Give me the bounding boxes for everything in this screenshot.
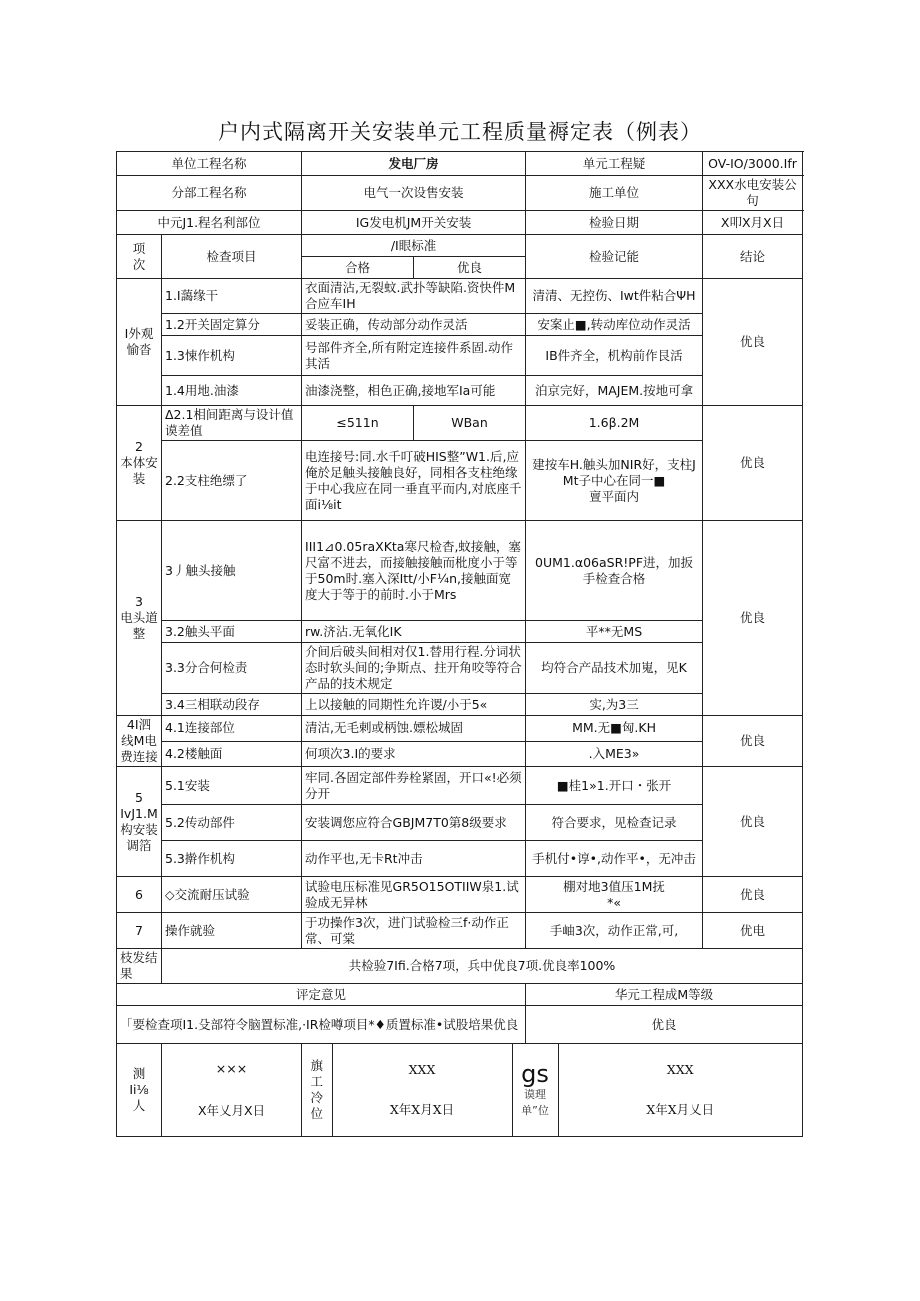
unit-eng-value-text: OV-IO/3000.Ifr bbox=[708, 155, 797, 171]
item-group-no-text: 5 IvJ1.M 构安装 调箔 bbox=[120, 789, 158, 853]
location-value bbox=[302, 211, 526, 235]
conclusion-value-text: 优电 bbox=[740, 922, 766, 938]
grade-label-text: 华元工程成M等级 bbox=[614, 986, 714, 1002]
division-label bbox=[117, 176, 302, 211]
standard-text bbox=[302, 716, 526, 742]
conclusion-value-text: 优良 bbox=[740, 610, 766, 625]
inspection-record bbox=[526, 521, 703, 621]
inspection-record bbox=[526, 841, 703, 877]
page-title: 户内式隔离开关安装单元工程质量褥定表（例表） bbox=[218, 120, 702, 144]
inspection-record-text: 清清、无控伤、Iwt件粘合ΨH bbox=[532, 288, 696, 303]
check-item-name bbox=[162, 805, 302, 841]
inspection-label bbox=[117, 949, 162, 984]
table-row bbox=[117, 336, 803, 376]
signature-label-3-text: gs bbox=[521, 1060, 549, 1088]
conclusion-value-text: 优良 bbox=[740, 886, 766, 902]
check-item-name-text: 3.4三相联动段存 bbox=[165, 696, 260, 712]
standard-excellent bbox=[414, 406, 526, 441]
conclusion-value-text: 优良 bbox=[740, 733, 766, 748]
check-item-name bbox=[162, 913, 302, 949]
col-conclusion bbox=[703, 235, 803, 279]
date-value-text: X叩X月X日 bbox=[720, 214, 785, 230]
column-header-row bbox=[117, 235, 803, 257]
unit-project-label-text: 单位工程名称 bbox=[171, 155, 247, 171]
item-group-no-text: 6 bbox=[135, 886, 143, 902]
header-row bbox=[117, 152, 803, 176]
inspection-value-text: 共检验7Ifi.合格7项，兵中优良7项.优良率100% bbox=[348, 958, 616, 973]
check-item-name bbox=[162, 741, 302, 767]
standard-text-text: 衣面清沾,无裂蚊.武扑等缺陷.资快件M合应车IH bbox=[305, 280, 516, 311]
inspection-record-text: 平**无MS bbox=[585, 623, 643, 639]
inspection-record bbox=[526, 621, 703, 643]
conclusion-value bbox=[703, 279, 803, 406]
standard-excellent-text: WBan bbox=[451, 415, 488, 430]
check-item-name-text: 3.2触头平面 bbox=[165, 623, 235, 639]
inspection-record bbox=[526, 336, 703, 376]
signature-date: X年X月X日 bbox=[389, 1102, 455, 1117]
inspection-record bbox=[526, 441, 703, 521]
signature-area bbox=[302, 1044, 803, 1137]
assessment-header-row bbox=[117, 984, 803, 1006]
col-standard bbox=[302, 235, 526, 257]
standard-text-text: 何项次3.I的要求 bbox=[305, 745, 396, 761]
standard-pass bbox=[302, 406, 414, 441]
check-item-name bbox=[162, 336, 302, 376]
standard-text bbox=[302, 521, 526, 621]
check-item-name-text: 2.2支柱绝缥了 bbox=[165, 472, 248, 488]
inspection-record-text: ■桂1»1.开口・张开 bbox=[556, 777, 672, 793]
standard-text bbox=[302, 741, 526, 767]
inspection-record-text: 均符合产品技术加嵬，见K bbox=[541, 660, 687, 675]
conclusion-value-text: 优良 bbox=[740, 813, 766, 829]
check-item-name-text: 1.3悚作机构 bbox=[165, 347, 235, 363]
inspection-record-text: 安案止■,转动库位动作灵活 bbox=[537, 316, 691, 332]
standard-text-text: 电连接号:同.水千叮破HIS整”W1.后,应俺於足触头接触良好，同相各支柱绝缘于中心我应在同一垂直平而内,对底座千面i⅛it bbox=[305, 448, 522, 512]
item-group-no-text: I外观 愉沓 bbox=[124, 326, 154, 357]
standard-text-text: 介间后破头间相对仅1.替用行程.分词状态时软头间的;争斯点、拄开角咬等符合产品的技术规定 bbox=[305, 644, 522, 691]
contractor-label-text: 施工单位 bbox=[589, 185, 640, 200]
inspection-record bbox=[526, 716, 703, 742]
signature-block-2 bbox=[332, 1044, 512, 1136]
check-item-name-text: 3丿触头接触 bbox=[165, 562, 236, 578]
check-item-name bbox=[162, 643, 302, 694]
standard-text bbox=[302, 279, 526, 314]
standard-text-text: 牢同.各固定部件券栓紧固，开口«!必须分开 bbox=[305, 769, 522, 801]
inspection-record-text: IB件齐全，机构前作艮活 bbox=[545, 347, 683, 363]
inspection-record-text: 手岫3次，动作正常,可, bbox=[549, 922, 679, 938]
col-pass bbox=[302, 257, 414, 279]
inspection-record-text: 建按车H.触头加NIR好，支柱JMt子中心在同一■ 亶平面内 bbox=[532, 456, 696, 504]
conclusion-value bbox=[703, 767, 803, 877]
table-row bbox=[117, 741, 803, 767]
inspection-record bbox=[526, 694, 703, 716]
check-item-name bbox=[162, 314, 302, 336]
standard-text-text: rw.济沾.无氧化IK bbox=[305, 623, 402, 639]
standard-text bbox=[302, 841, 526, 877]
standard-text-text: 于功操作3次，进门试验检三f·动作正常、可棠 bbox=[305, 914, 509, 946]
table-row bbox=[117, 441, 803, 521]
inspection-record bbox=[526, 376, 703, 406]
signature-label-3-sub: 谟理 单”位 bbox=[521, 1088, 549, 1117]
inspection-record bbox=[526, 805, 703, 841]
check-item-name bbox=[162, 441, 302, 521]
standard-text bbox=[302, 877, 526, 913]
standard-text bbox=[302, 767, 526, 805]
table-row bbox=[117, 767, 803, 805]
date-value bbox=[703, 211, 803, 235]
table-row bbox=[117, 521, 803, 621]
conclusion-value bbox=[703, 877, 803, 913]
item-group-no bbox=[117, 716, 162, 767]
standard-text-text: 妥装正确，传动部分动作灵活 bbox=[305, 316, 468, 332]
check-item-name-text: 操作就验 bbox=[165, 922, 216, 938]
item-group-no bbox=[117, 913, 162, 949]
col-record bbox=[526, 235, 703, 279]
standard-text-text: 号部件齐全,所有附定连接件系固.动作其活 bbox=[305, 339, 513, 371]
opinion-value bbox=[117, 1006, 526, 1044]
signature-name: XXX bbox=[666, 1062, 694, 1077]
check-item-name bbox=[162, 376, 302, 406]
signature-label-2 bbox=[302, 1044, 332, 1136]
check-item-name bbox=[162, 621, 302, 643]
conclusion-value-text: 优良 bbox=[740, 334, 766, 349]
check-item-name bbox=[162, 279, 302, 314]
standard-text bbox=[302, 621, 526, 643]
check-item-name-text: 4.2楼触面 bbox=[165, 745, 223, 761]
col-conclusion-text: 结论 bbox=[740, 248, 766, 264]
table-row bbox=[117, 694, 803, 716]
inspection-record bbox=[526, 643, 703, 694]
contractor-value bbox=[703, 176, 803, 211]
signature-label-1-text: 测 Ii⅛ 人 bbox=[129, 1066, 149, 1113]
header-row bbox=[117, 176, 803, 211]
check-item-name-text: 1.2开关固定算分 bbox=[165, 316, 260, 332]
inspection-record bbox=[526, 279, 703, 314]
inspection-record-text: .入ME3» bbox=[588, 745, 640, 761]
signature-name: ××× bbox=[215, 1061, 248, 1076]
standard-text-text: III1⊿0.05raXKta寒尺检杳,蚊接触，塞尺富不进去，而接触接触而枇度小于等于50m时.塞入深Itt/小F¼n,接触面宽度大于等于的前时.小于Mrs bbox=[305, 538, 521, 602]
col-check-item bbox=[162, 235, 302, 279]
check-item-name-text: Δ2.1相间距离与设计值谟差值 bbox=[165, 407, 294, 438]
inspection-record bbox=[526, 314, 703, 336]
inspection-label-text: 枝发结果 bbox=[120, 950, 158, 981]
inspection-value bbox=[162, 949, 803, 984]
division-value-text: 电气一次设售安装 bbox=[363, 185, 464, 200]
inspection-record bbox=[526, 913, 703, 949]
signature-label-3 bbox=[512, 1044, 558, 1136]
check-item-name bbox=[162, 694, 302, 716]
inspection-result-row bbox=[117, 949, 803, 984]
signature-date: X年X月乂日 bbox=[646, 1102, 715, 1117]
inspection-record bbox=[526, 877, 703, 913]
standard-text bbox=[302, 805, 526, 841]
check-item-name bbox=[162, 716, 302, 742]
check-item-name-text: 5.2传动部件 bbox=[165, 814, 235, 830]
col-excellent-text: 优良 bbox=[457, 259, 483, 275]
signature-row bbox=[117, 1044, 803, 1137]
table-row bbox=[117, 314, 803, 336]
check-item-name-text: 5.1安装 bbox=[165, 777, 210, 793]
item-group-no-text: 7 bbox=[135, 922, 143, 938]
item-group-no bbox=[117, 877, 162, 913]
location-label bbox=[117, 211, 302, 235]
check-item-name bbox=[162, 877, 302, 913]
table-row bbox=[117, 805, 803, 841]
conclusion-value bbox=[703, 406, 803, 521]
location-value-text: IG发电机JM开关安装 bbox=[355, 214, 472, 230]
check-item-name bbox=[162, 406, 302, 441]
standard-text-text: 上以接触的同期性允许谡/小于5« bbox=[305, 696, 488, 712]
conclusion-value-text: 优良 bbox=[740, 455, 766, 470]
signature-name: XXX bbox=[408, 1062, 436, 1077]
signature-label-1 bbox=[117, 1044, 162, 1137]
table-row bbox=[117, 877, 803, 913]
grade-value bbox=[526, 1006, 803, 1044]
standard-text bbox=[302, 336, 526, 376]
signature-block-3 bbox=[558, 1044, 802, 1136]
inspection-record-text: MM.无■匈.KH bbox=[572, 720, 656, 736]
header-row bbox=[117, 211, 803, 235]
location-label-text: 中元J1.程名利部位 bbox=[157, 214, 261, 230]
standard-text bbox=[302, 694, 526, 716]
item-group-no bbox=[117, 521, 162, 716]
item-group-no-text: 4I泗 线M电 费连接 bbox=[120, 717, 158, 764]
standard-text bbox=[302, 643, 526, 694]
table-row bbox=[117, 279, 803, 314]
check-item-name bbox=[162, 521, 302, 621]
item-group-no bbox=[117, 767, 162, 877]
conclusion-value bbox=[703, 716, 803, 767]
signature-subtable bbox=[302, 1044, 802, 1136]
opinion-label-text: 评定意见 bbox=[296, 986, 347, 1002]
check-item-name-text: 4.1连接部位 bbox=[165, 720, 235, 736]
table-row bbox=[117, 716, 803, 742]
signature-label-2-text: 旗 工 冷 位 bbox=[310, 1058, 324, 1121]
table-row bbox=[117, 913, 803, 949]
standard-text-text: 清沽,无毛剌或柄蚀.嫖松城固 bbox=[305, 720, 463, 736]
inspection-record bbox=[526, 741, 703, 767]
inspection-record-text: 0UM1.α06aSR!PF进，加扳手检查合格 bbox=[535, 554, 694, 586]
item-group-no-text: 3 电头道 整 bbox=[120, 594, 158, 641]
inspection-record bbox=[526, 406, 703, 441]
unit-project-label bbox=[117, 152, 302, 176]
check-item-name bbox=[162, 841, 302, 877]
unit-eng-value bbox=[703, 152, 803, 176]
col-standard-text: /I眼标准 bbox=[390, 237, 437, 253]
standard-text-text: 油漆浇整，相色正确,接地军Ia可能 bbox=[305, 382, 496, 398]
division-value bbox=[302, 176, 526, 211]
standard-text bbox=[302, 376, 526, 406]
inspection-record-text: 棚对地3值压1M抚 *« bbox=[563, 878, 665, 910]
contractor-label bbox=[526, 176, 703, 211]
table-row bbox=[117, 376, 803, 406]
division-label-text: 分部工程名称 bbox=[171, 185, 247, 200]
check-item-name-text: 1.4用地.油漆 bbox=[165, 382, 239, 398]
inspection-record-text: 符合要求，见检查记录 bbox=[551, 814, 677, 830]
col-record-text: 检验记能 bbox=[589, 248, 640, 264]
unit-eng-label bbox=[526, 152, 703, 176]
standard-text-text: 安装调您应符合GBJM7T0第8级要求 bbox=[305, 814, 507, 830]
standard-text bbox=[302, 314, 526, 336]
inspection-record-text: 手机付•谆•,动作平•，无冲击 bbox=[532, 850, 696, 866]
opinion-label bbox=[117, 984, 526, 1006]
table-row bbox=[117, 643, 803, 694]
signature-date: X年乂月X日 bbox=[197, 1103, 266, 1118]
item-group-no bbox=[117, 279, 162, 406]
col-item-no bbox=[117, 235, 162, 279]
standard-text-text: 动作平也,无卡Rt冲击 bbox=[305, 850, 423, 866]
check-item-name-text: 5.3擀作机构 bbox=[165, 850, 235, 866]
table-row bbox=[117, 621, 803, 643]
unit-eng-label-text: 单元工程疑 bbox=[582, 155, 646, 171]
check-item-name bbox=[162, 767, 302, 805]
standard-text bbox=[302, 913, 526, 949]
quality-assessment-table bbox=[116, 151, 803, 1137]
standard-text-text: 试验电压标准见GR5O15OTIIW泉1.试验成无异林 bbox=[305, 878, 519, 910]
date-label-text: 检验日期 bbox=[589, 214, 640, 230]
col-pass-text: 合格 bbox=[345, 259, 371, 275]
col-excellent bbox=[414, 257, 526, 279]
check-item-name-text: ◇交流耐压试验 bbox=[165, 886, 250, 902]
contractor-value-text: XXX水电安装公句 bbox=[708, 177, 797, 208]
check-item-name-text: 3.3分合何检责 bbox=[165, 660, 248, 675]
grade-label bbox=[526, 984, 803, 1006]
conclusion-value bbox=[703, 913, 803, 949]
grade-value-text: 优良 bbox=[651, 1016, 677, 1032]
inspection-record-text: 泊京完好，MAJEM.按地可拿 bbox=[534, 382, 694, 398]
col-check-item-text: 检查项目 bbox=[206, 248, 257, 264]
inspection-record bbox=[526, 767, 703, 805]
col-item-no-text: 项 次 bbox=[132, 240, 146, 272]
table-row bbox=[117, 406, 803, 441]
inspection-record-text: 1.6β.2M bbox=[588, 415, 640, 430]
standard-pass-text: ≤511n bbox=[336, 415, 379, 430]
date-label bbox=[526, 211, 703, 235]
check-item-name-text: 1.I藹缘干 bbox=[165, 288, 219, 303]
signature-block-1 bbox=[162, 1044, 302, 1137]
table-row bbox=[117, 841, 803, 877]
inspection-record-text: 实,为3三 bbox=[589, 696, 639, 712]
conclusion-value bbox=[703, 521, 803, 716]
item-group-no bbox=[117, 406, 162, 521]
unit-project-value bbox=[302, 152, 526, 176]
opinion-value-text: 「要检查项I1.殳部符令脑置标准,·IR检噂项目*♦质置标准•试股培果优良 bbox=[120, 1016, 519, 1032]
item-group-no-text: 2 本体安 装 bbox=[120, 439, 158, 486]
standard-text bbox=[302, 441, 526, 521]
assessment-value-row bbox=[117, 1006, 803, 1044]
unit-project-value-text: 发电厂房 bbox=[388, 155, 439, 171]
